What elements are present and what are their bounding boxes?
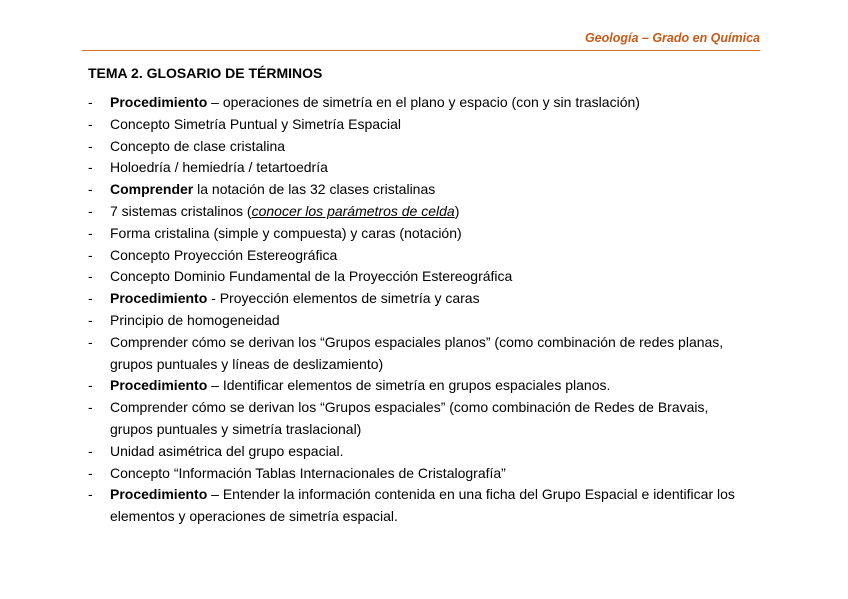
bullet-dash: -: [88, 94, 93, 110]
list-item: [0, 223, 740, 245]
item-text: Concepto “Información Tablas Internacionales de Cristalografía”: [110, 464, 506, 481]
list-item: [0, 441, 740, 463]
bullet-dash: -: [88, 377, 93, 394]
list-item: [0, 201, 740, 223]
list-item-content: [110, 223, 740, 245]
item-underlined-text: conocer los parámetros de celda: [251, 202, 455, 219]
item-text: Concepto Proyección Estereográfica: [110, 246, 338, 263]
list-item: [0, 397, 740, 441]
item-text: Forma cristalina (simple y compuesta) y caras (notación): [110, 224, 462, 241]
list-item-content: [110, 310, 740, 332]
item-text: 7 sistemas cristalinos (: [110, 202, 252, 219]
item-label: Procedimiento: [110, 94, 208, 110]
bullet-dash: -: [88, 246, 93, 263]
list-item-content: [110, 484, 740, 528]
bullet-dash: -: [88, 311, 93, 328]
item-text: Holoedría / hemiedría / tetartoedría: [110, 159, 328, 176]
list-item: [0, 375, 740, 397]
item-label: Comprender: [110, 181, 194, 198]
item-text: – operaciones de simetría en el plano y espacio (con y sin traslación): [207, 94, 640, 110]
list-item: [0, 136, 740, 158]
header-divider: [82, 50, 760, 51]
item-text: Principio de homogeneidad: [110, 311, 280, 328]
page-title: TEMA 2. GLOSARIO DE TÉRMINOS: [88, 65, 323, 81]
list-item-content: [110, 114, 740, 136]
list-item: [0, 332, 740, 376]
item-label: Procedimiento: [110, 290, 208, 307]
glossary-list: [0, 92, 740, 528]
header-subject: Geología – Grado en Química: [584, 31, 760, 45]
bullet-dash: -: [88, 268, 93, 285]
bullet-dash: -: [88, 442, 93, 459]
list-item: [0, 310, 740, 332]
bullet-dash: -: [88, 202, 93, 219]
item-text: - Proyección elementos de simetría y caras: [207, 290, 480, 307]
item-text: Concepto Simetría Puntual y Simetría Espacial: [110, 115, 402, 132]
list-item: [0, 114, 740, 136]
list-item: [0, 245, 740, 267]
item-text: – Entender la información contenida en una ficha del Grupo Espacial e identificar los elementos y operaciones de simetría espacial.: [110, 486, 735, 525]
list-item-content: [110, 266, 740, 288]
bullet-dash: -: [88, 333, 93, 350]
bullet-dash: -: [88, 159, 93, 176]
item-text: Concepto de clase cristalina: [110, 137, 286, 154]
item-text: Comprender cómo se derivan los “Grupos espaciales” (como combinación de Redes de Bravais, grupos puntuales y simetría traslacional): [110, 399, 709, 437]
list-item-content: [110, 92, 740, 114]
bullet-dash: -: [88, 181, 93, 198]
bullet-dash: -: [88, 137, 93, 154]
list-item-content: [110, 397, 740, 441]
list-item-content: [110, 375, 740, 397]
list-item-content: [110, 136, 740, 158]
list-item-content: [110, 201, 740, 223]
item-label: Procedimiento: [110, 377, 208, 394]
list-item-content: [110, 332, 740, 376]
list-item: [0, 92, 740, 114]
list-item: [0, 157, 740, 179]
bullet-dash: -: [88, 290, 93, 307]
bullet-dash: -: [88, 399, 93, 416]
item-text: Comprender cómo se derivan los “Grupos espaciales planos” (como combinación de redes planas, grupos puntuales y líneas de deslizamiento): [110, 333, 724, 372]
bullet-dash: -: [88, 115, 93, 132]
item-text: la notación de las 32 clases cristalinas: [193, 181, 436, 198]
item-label: Procedimiento: [110, 486, 208, 503]
list-item: [0, 463, 740, 485]
list-item: [0, 484, 740, 528]
item-text: Unidad asimétrica del grupo espacial.: [110, 442, 344, 459]
list-item: [0, 266, 740, 288]
list-item-content: [110, 463, 740, 485]
list-item-content: [110, 179, 740, 201]
list-item: [0, 288, 740, 310]
bullet-dash: -: [88, 486, 93, 503]
bullet-dash: -: [88, 224, 93, 241]
item-text-after: ): [454, 202, 460, 219]
list-item-content: [110, 157, 740, 179]
list-item-content: [110, 288, 740, 310]
item-text: – Identificar elementos de simetría en grupos espaciales planos.: [207, 377, 611, 394]
item-text: Concepto Dominio Fundamental de la Proyección Estereográfica: [110, 268, 513, 285]
list-item-content: [110, 245, 740, 267]
list-item-content: [110, 441, 740, 463]
list-item: [0, 179, 740, 201]
bullet-dash: -: [88, 464, 93, 481]
